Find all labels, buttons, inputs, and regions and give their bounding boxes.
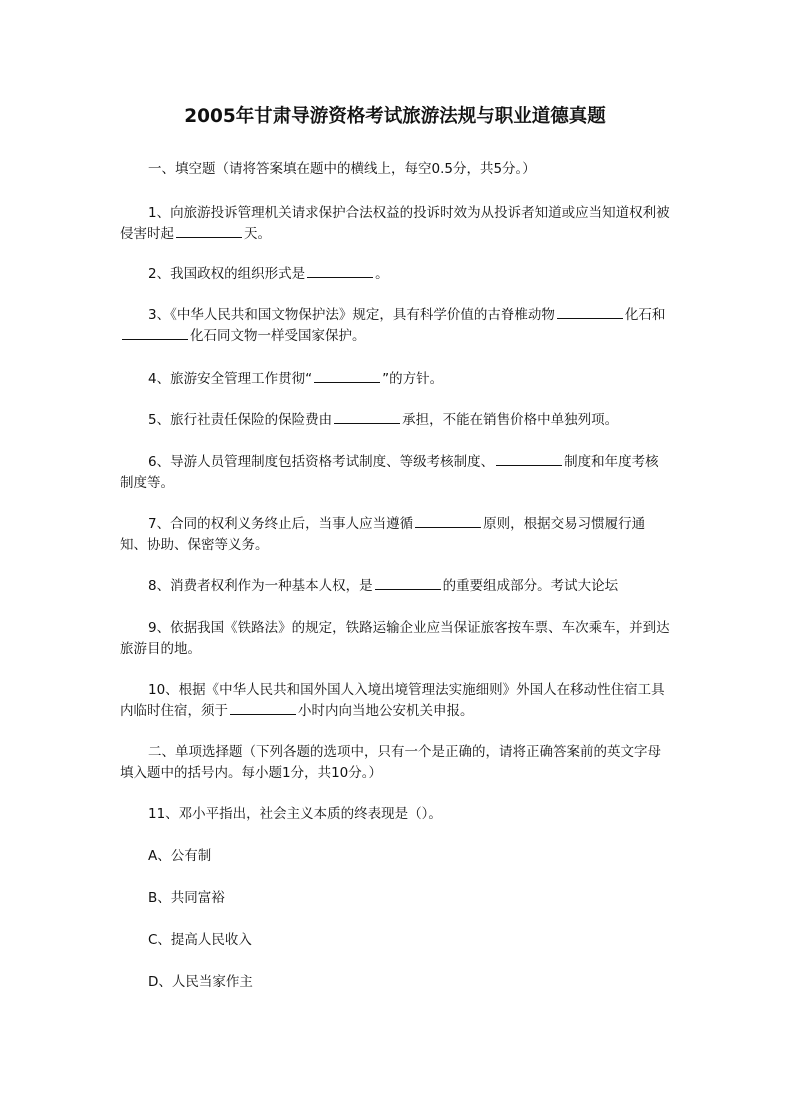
question-text: 7、合同的权利义务终止后，当事人应当遵循 (148, 516, 414, 532)
question-9: 9、依据我国《铁路法》的规定，铁路运输企业应当保证旅客按车票、车次乘车，并到达旅游目的地。 (120, 620, 670, 657)
question-2 (120, 264, 670, 285)
question-7 (120, 514, 670, 556)
document-title: 2005年甘肃导游资格考试旅游法规与职业道德真题 (184, 106, 606, 127)
option-a[interactable]: A、公有制 (148, 848, 212, 864)
answer-blank[interactable] (415, 515, 481, 528)
answer-blank[interactable] (314, 370, 380, 383)
answer-blank[interactable] (496, 453, 562, 466)
question-text: 。 (375, 266, 389, 282)
option-c[interactable]: C、提高人民收入 (148, 932, 252, 948)
question-text: 1、向旅游投诉管理机关请求保护合法权益的投诉时效为从投诉者知道或应当知道权利被侵害时起 (120, 205, 670, 242)
question-text: 8、消费者权利作为一种基本人权，是 (148, 578, 373, 594)
answer-blank[interactable] (375, 577, 441, 590)
question-text: 小时内向当地公安机关申报。 (298, 703, 474, 719)
question-text: 4、旅游安全管理工作贯彻“ (148, 371, 313, 387)
question-text: 承担，不能在销售价格中单独列项。 (402, 412, 619, 428)
answer-blank[interactable] (122, 327, 188, 340)
question-8 (120, 576, 670, 597)
question-text: 3、《中华人民共和国文物保护法》规定，具有科学价值的古脊椎动物 (148, 307, 555, 323)
question-text: 原则，根据交易习惯履行通知、协助、保密等义务。 (120, 516, 646, 553)
question-text: 的重要组成部分。考试大论坛 (442, 578, 619, 594)
question-5 (120, 410, 670, 431)
question-11: 11、邓小平指出，社会主义本质的终表现是（）。 (148, 806, 442, 822)
answer-blank[interactable] (230, 702, 296, 715)
question-text: 10、根据《中华人民共和国外国人入境出境管理法实施细则》外国人在移动性住宿工具内临时住宿，须于 (120, 682, 665, 719)
question-text: 化石和 (624, 307, 666, 323)
answer-blank[interactable] (307, 265, 373, 278)
option-b[interactable]: B、共同富裕 (148, 890, 225, 906)
option-d[interactable]: D、人民当家作主 (148, 974, 253, 990)
question-text: 化石同文物一样受国家保护。 (190, 328, 366, 344)
question-text: 5、旅行社责任保险的保险费由 (148, 412, 333, 428)
question-text: 2、我国政权的组织形式是 (148, 266, 306, 282)
question-10 (120, 680, 670, 722)
question-text: 天。 (244, 226, 271, 242)
question-1 (120, 203, 670, 245)
question-6 (120, 452, 670, 494)
section-heading-fill-blank: 一、填空题（请将答案填在题中的横线上，每空0.5分，共5分。） (148, 161, 536, 177)
question-3 (120, 305, 670, 347)
question-text: ”的方针。 (382, 371, 444, 387)
answer-blank[interactable] (176, 225, 242, 238)
question-text: 6、导游人员管理制度包括资格考试制度、等级考核制度、 (148, 454, 495, 470)
answer-blank[interactable] (334, 411, 400, 424)
section-heading-single-choice: 二、单项选择题（下列各题的选项中，只有一个是正确的，请将正确答案前的英文字母填入题中的括号内。每小题1分，共10分。） (120, 744, 661, 781)
question-4 (120, 369, 670, 390)
answer-blank[interactable] (557, 306, 623, 319)
question-text: 制度和年度考核制度等。 (120, 454, 659, 491)
